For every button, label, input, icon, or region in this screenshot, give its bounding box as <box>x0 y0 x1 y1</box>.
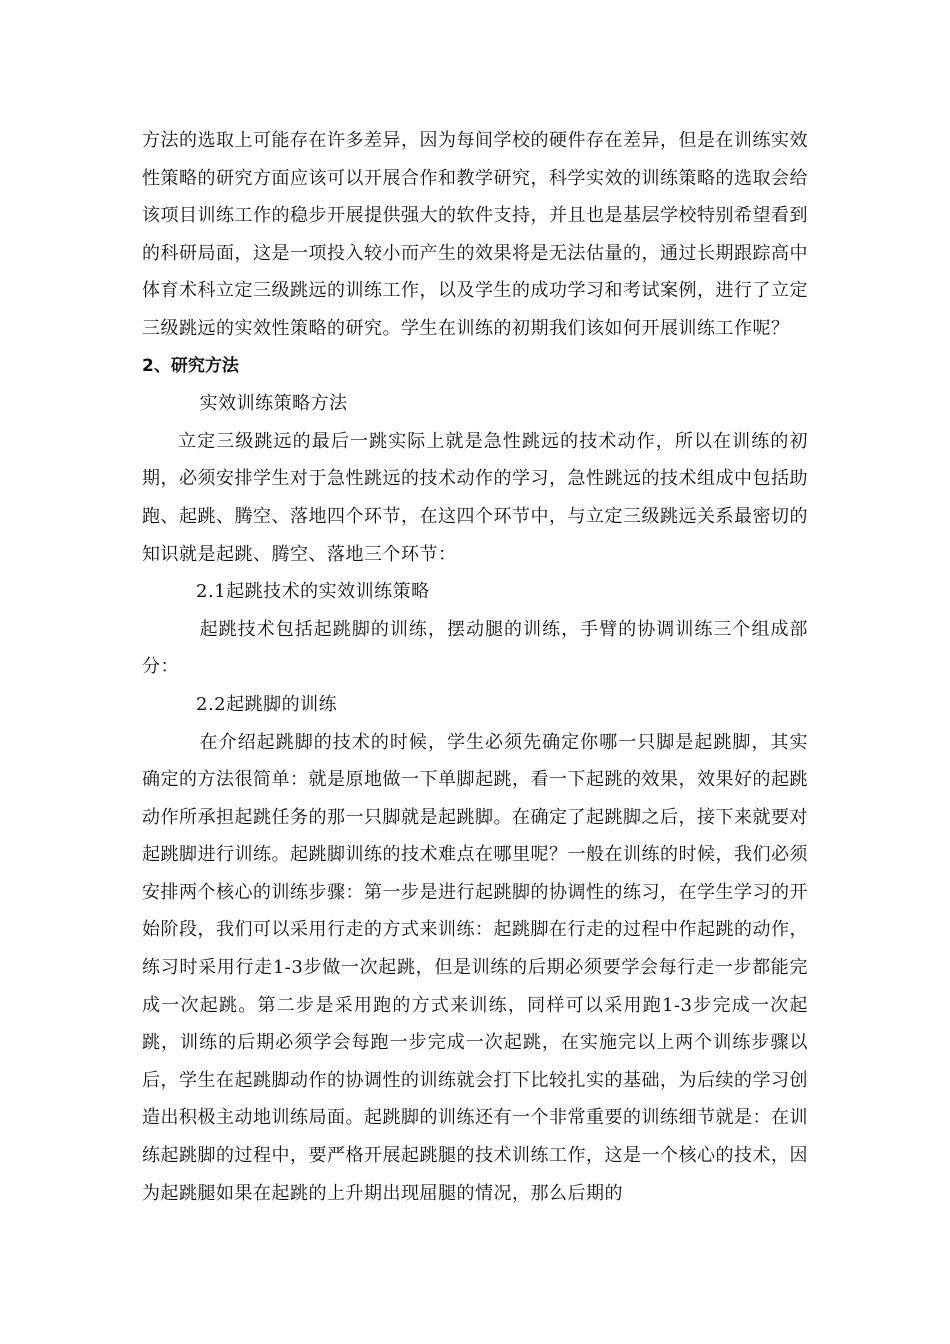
intro-paragraph: 方法的选取上可能存在许多差异，因为每间学校的硬件存在差异，但是在训练实效性策略的研究方面应该可以开展合作和教学研究，科学实效的训练策略的选取会给该项目训练工作的稳步开展提供强大的软件支持，并且也是基层学校特别希望看到的科研局面，这是一项投入较小而产生的效果将是无法估量的，通过长期跟踪高中体育术科立定三级跳远的训练工作，以及学生的成功学习和考试案例，进行了立定三级跳远的实效性策略的研究。学生在训练的初期我们该如何开展训练工作呢？ <box>142 130 808 339</box>
paragraph-2-1: 起跳技术包括起跳脚的训练，摆动腿的训练，手臂的协调训练三个组成部分： <box>142 618 808 678</box>
subheading-2-2: 2.2起跳脚的训练 <box>196 693 338 715</box>
section-heading-research-methods: 2、研究方法 <box>142 355 239 376</box>
subheading-training-strategy-method: 实效训练策略方法 <box>199 393 348 415</box>
subheading-2-1: 2.1起跳技术的实效训练策略 <box>196 581 430 603</box>
paragraph-2-2: 在介绍起跳脚的技术的时候，学生必须先确定你哪一只脚是起跳脚，其实确定的方法很简单：就是原地做一下单脚起跳，看一下起跳的效果，效果好的起跳动作所承担起跳任务的那一只脚就是起跳脚。在确定了起跳脚之后，接下来就要对起跳脚进行训练。起跳脚训练的技术难点在哪里呢？一般在训练的时候，我们必须安排两个核心的训练步骤：第一步是进行起跳脚的协调性的练习，在学生学习的开始阶段，我们可以采用行走的方式来训练：起跳脚在行走的过程中作起跳的动作，练习时采用行走1-3步做一次起跳，但是训练的后期必须要学会每行走一步都能完成一次起跳。第二步是采用跑的方式来训练，同样可以采用跑1-3步完成一次起跳，训练的后期必须学会每跑一步完成一次起跳，在实施完以上两个训练步骤以后，学生在起跳脚动作的协调性的训练就会打下比较扎实的基础，为后续的学习创造出积极主动地训练局面。起跳脚的训练还有一个非常重要的训练细节就是：在训练起跳脚的过程中，要严格开展起跳腿的技术训练工作，这是一个核心的技术，因为起跳腿如果在起跳的上升期出现屈腿的情况，那么后期的 <box>142 731 808 1204</box>
document-body <box>142 122 808 1212</box>
method-paragraph: 立定三级跳远的最后一跳实际上就是急性跳远的技术动作，所以在训练的初期，必须安排学生对于急性跳远的技术动作的学习，急性跳远的技术组成中包括助跑、起跳、腾空、落地四个环节，在这四个环节中，与立定三级跳远关系最密切的知识就是起跳、腾空、落地三个环节： <box>142 430 808 565</box>
